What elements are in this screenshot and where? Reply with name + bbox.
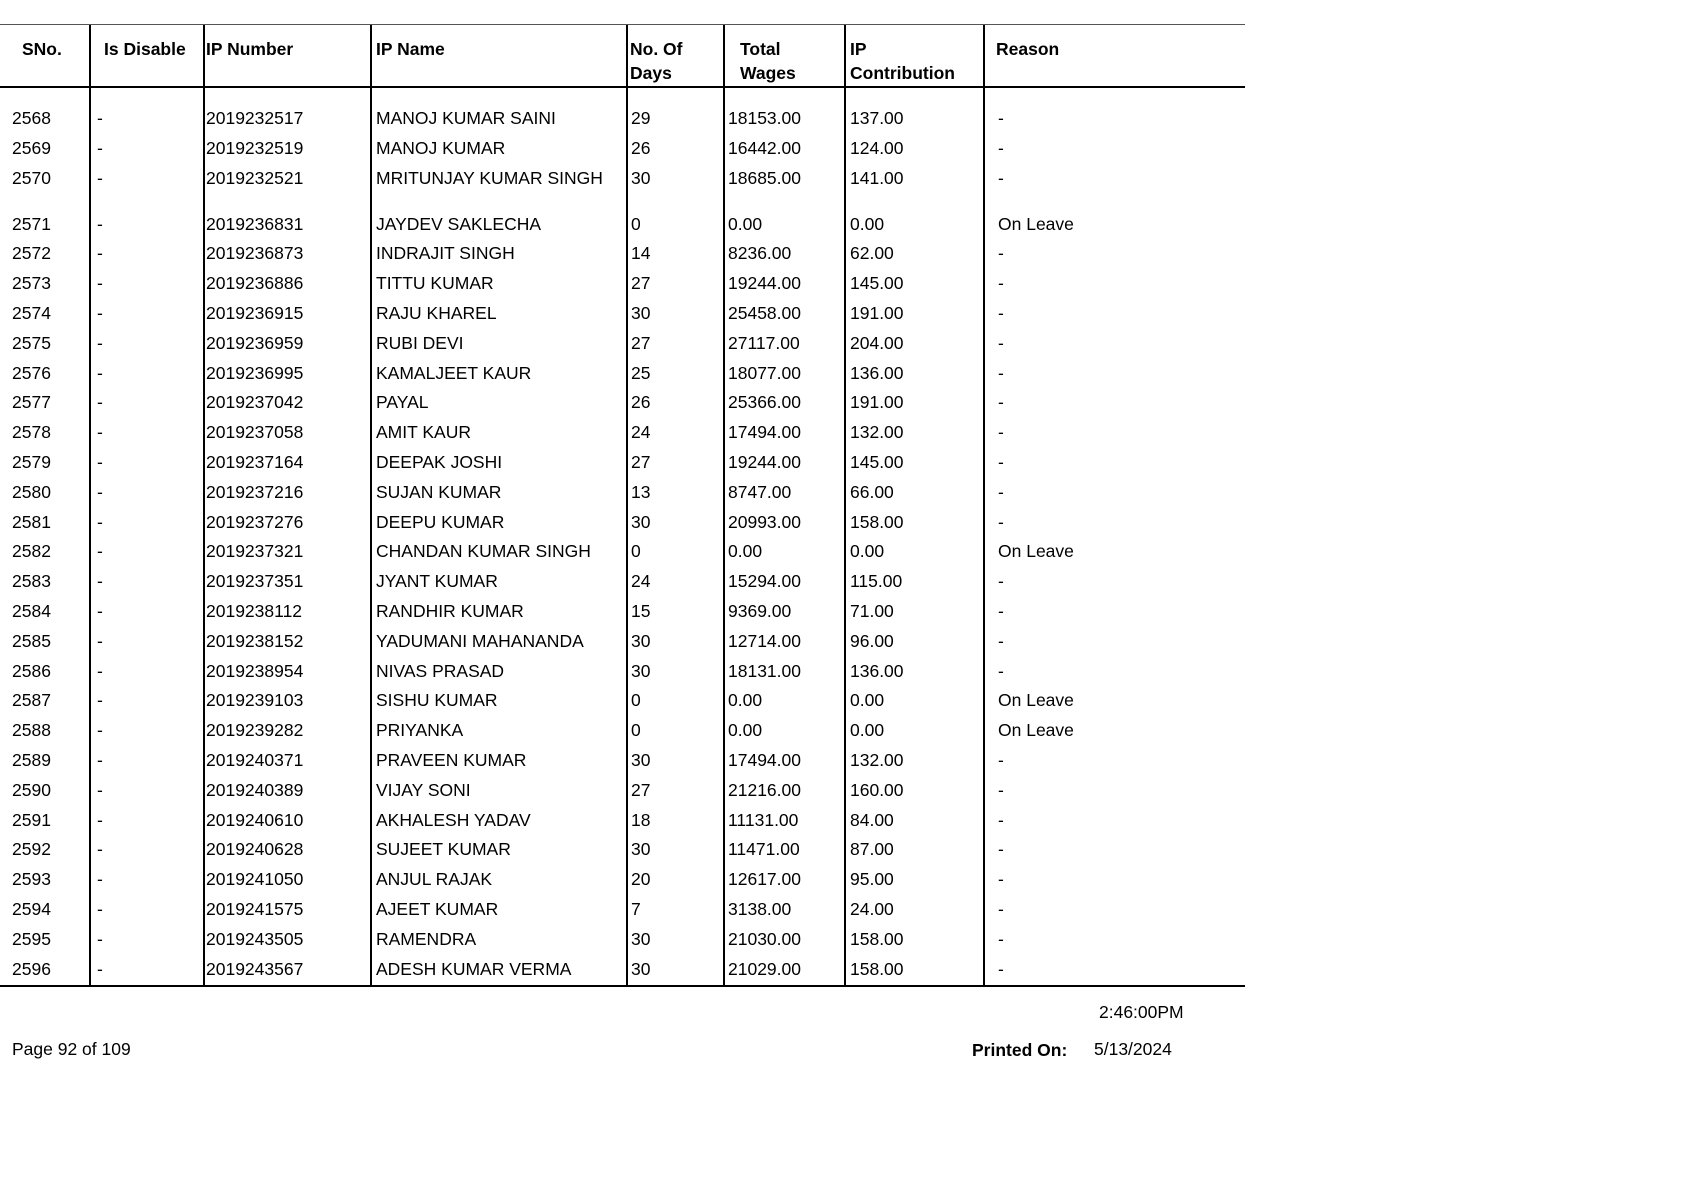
cell-wages: 8236.00 — [728, 243, 792, 264]
table-row — [0, 926, 1245, 956]
cell-days: 15 — [631, 600, 651, 621]
cell-ip-name: MANOJ KUMAR SAINI — [376, 108, 556, 128]
column-divider — [844, 25, 846, 986]
cell-days: 7 — [631, 898, 641, 919]
cell-ip-name: ANJUL RAJAK — [376, 869, 493, 890]
cell-wages: 12617.00 — [728, 869, 801, 890]
cell-ip-name: PRAVEEN KUMAR — [376, 749, 527, 770]
cell-is-disable: - — [97, 600, 103, 621]
cell-contribution: 0.00 — [850, 541, 885, 562]
cell-wages: 16442.00 — [728, 137, 801, 158]
cell-days: 26 — [631, 392, 651, 413]
cell-reason: - — [998, 451, 1004, 472]
cell-sno: 2587 — [12, 690, 51, 711]
cell-ip-name: RAJU KHAREL — [376, 302, 497, 323]
cell-is-disable: - — [97, 869, 103, 890]
cell-reason: On Leave — [998, 690, 1074, 711]
cell-ip-name: ADESH KUMAR VERMA — [376, 958, 572, 979]
cell-is-disable: - — [97, 302, 103, 323]
cell-wages: 18131.00 — [728, 660, 801, 681]
cell-ip-number: 2019236831 — [206, 213, 304, 234]
cell-reason: - — [998, 898, 1004, 919]
cell-ip-name: SUJAN KUMAR — [376, 481, 502, 502]
cell-reason: - — [998, 749, 1004, 770]
cell-wages: 8747.00 — [728, 481, 792, 502]
cell-days: 0 — [631, 541, 641, 562]
cell-reason: - — [998, 362, 1004, 383]
cell-reason: - — [998, 243, 1004, 264]
cell-sno: 2584 — [12, 600, 51, 621]
cell-reason: - — [998, 600, 1004, 621]
cell-ip-number: 2019243505 — [206, 928, 304, 949]
cell-sno: 2586 — [12, 660, 51, 681]
table-row — [0, 479, 1245, 509]
cell-ip-number: 2019240610 — [206, 809, 304, 830]
cell-reason: - — [998, 928, 1004, 949]
table-row — [0, 538, 1245, 568]
cell-ip-name: AMIT KAUR — [376, 422, 471, 443]
cell-sno: 2576 — [12, 362, 51, 383]
cell-days: 18 — [631, 809, 651, 830]
cell-sno: 2594 — [12, 898, 51, 919]
cell-reason: - — [998, 108, 1004, 128]
header-days: No. Of Days — [630, 39, 683, 83]
cell-contribution: 0.00 — [850, 690, 885, 711]
cell-contribution: 96.00 — [850, 630, 894, 651]
cell-ip-name: PRIYANKA — [376, 720, 464, 741]
cell-ip-number: 2019236873 — [206, 243, 304, 264]
cell-contribution: 62.00 — [850, 243, 894, 264]
table-row — [0, 956, 1245, 986]
cell-ip-number: 2019237042 — [206, 392, 304, 413]
cell-sno: 2572 — [12, 243, 51, 264]
cell-ip-name: MANOJ KUMAR — [376, 137, 506, 158]
cell-ip-number: 2019236886 — [206, 273, 304, 294]
cell-reason: - — [998, 422, 1004, 443]
cell-ip-number: 2019241050 — [206, 869, 304, 890]
header-ip-number: IP Number — [206, 39, 294, 59]
cell-reason: - — [998, 481, 1004, 502]
cell-is-disable: - — [97, 332, 103, 353]
cell-contribution: 137.00 — [850, 108, 904, 128]
cell-ip-name: PAYAL — [376, 392, 429, 413]
cell-days: 30 — [631, 302, 651, 323]
table-row — [0, 389, 1245, 419]
cell-days: 24 — [631, 571, 651, 592]
cell-wages: 18685.00 — [728, 167, 801, 188]
cell-days: 30 — [631, 167, 651, 188]
cell-is-disable: - — [97, 720, 103, 741]
cell-ip-number: 2019243567 — [206, 958, 304, 979]
table-row — [0, 105, 1245, 135]
cell-wages: 0.00 — [728, 720, 763, 741]
table-row — [0, 240, 1245, 270]
table-row — [0, 135, 1245, 165]
cell-days: 30 — [631, 511, 651, 532]
cell-wages: 20993.00 — [728, 511, 801, 532]
cell-is-disable: - — [97, 137, 103, 158]
cell-is-disable: - — [97, 422, 103, 443]
cell-wages: 11131.00 — [728, 809, 799, 830]
table-row — [0, 836, 1245, 866]
cell-ip-number: 2019240389 — [206, 779, 304, 800]
cell-reason: On Leave — [998, 213, 1074, 234]
printed-on-label: Printed On: — [972, 1040, 1068, 1060]
cell-days: 29 — [631, 108, 651, 128]
header-contribution: IP Contribution — [850, 39, 955, 83]
cell-sno: 2592 — [12, 839, 51, 860]
cell-ip-number: 2019238152 — [206, 630, 304, 651]
cell-ip-number: 2019240628 — [206, 839, 304, 860]
cell-ip-name: RUBI DEVI — [376, 332, 464, 353]
table-row — [0, 687, 1245, 717]
cell-ip-number: 2019232519 — [206, 137, 304, 158]
cell-is-disable: - — [97, 273, 103, 294]
cell-is-disable: - — [97, 541, 103, 562]
cell-contribution: 0.00 — [850, 720, 885, 741]
cell-contribution: 71.00 — [850, 600, 894, 621]
cell-contribution: 191.00 — [850, 392, 904, 413]
cell-days: 30 — [631, 839, 651, 860]
cell-wages: 17494.00 — [728, 749, 801, 770]
cell-wages: 25366.00 — [728, 392, 801, 413]
cell-is-disable: - — [97, 928, 103, 949]
cell-ip-name: DEEPU KUMAR — [376, 511, 505, 532]
cell-days: 30 — [631, 660, 651, 681]
cell-days: 25 — [631, 362, 651, 383]
cell-wages: 18077.00 — [728, 362, 801, 383]
table-row — [0, 866, 1245, 896]
cell-sno: 2581 — [12, 511, 51, 532]
cell-contribution: 124.00 — [850, 137, 904, 158]
cell-sno: 2591 — [12, 809, 51, 830]
cell-sno: 2593 — [12, 869, 51, 890]
cell-ip-number: 2019237351 — [206, 571, 304, 592]
cell-ip-number: 2019236959 — [206, 332, 304, 353]
table-row — [0, 270, 1245, 300]
cell-is-disable: - — [97, 167, 103, 188]
cell-days: 14 — [631, 243, 651, 264]
cell-sno: 2578 — [12, 422, 51, 443]
cell-contribution: 158.00 — [850, 511, 904, 532]
table-row — [0, 628, 1245, 658]
cell-sno: 2590 — [12, 779, 51, 800]
cell-ip-number: 2019238954 — [206, 660, 304, 681]
cell-contribution: 191.00 — [850, 302, 904, 323]
cell-ip-number: 2019237321 — [206, 541, 304, 562]
cell-sno: 2595 — [12, 928, 51, 949]
table-header — [0, 25, 1245, 88]
cell-contribution: 24.00 — [850, 898, 894, 919]
cell-is-disable: - — [97, 511, 103, 532]
cell-is-disable: - — [97, 839, 103, 860]
cell-reason: - — [998, 332, 1004, 353]
cell-contribution: 132.00 — [850, 749, 904, 770]
cell-sno: 2569 — [12, 137, 51, 158]
cell-reason: - — [998, 392, 1004, 413]
cell-is-disable: - — [97, 362, 103, 383]
cell-ip-number: 2019237276 — [206, 511, 304, 532]
cell-reason: - — [998, 273, 1004, 294]
table-row — [0, 330, 1245, 360]
cell-is-disable: - — [97, 108, 103, 128]
cell-reason: - — [998, 869, 1004, 890]
cell-is-disable: - — [97, 481, 103, 502]
cell-sno: 2580 — [12, 481, 51, 502]
cell-ip-name: CHANDAN KUMAR SINGH — [376, 541, 591, 562]
cell-wages: 17494.00 — [728, 422, 801, 443]
cell-is-disable: - — [97, 213, 103, 234]
cell-contribution: 66.00 — [850, 481, 894, 502]
cell-sno: 2568 — [12, 108, 51, 128]
header-wages: Total Wages — [740, 39, 796, 83]
cell-wages: 9369.00 — [728, 600, 792, 621]
cell-is-disable: - — [97, 958, 103, 979]
cell-contribution: 158.00 — [850, 958, 904, 979]
table-row — [0, 568, 1245, 598]
cell-ip-name: JAYDEV SAKLECHA — [376, 213, 542, 234]
cell-ip-number: 2019238112 — [206, 600, 303, 621]
cell-ip-name: RANDHIR KUMAR — [376, 600, 524, 621]
table-body — [0, 88, 1245, 985]
cell-days: 30 — [631, 958, 651, 979]
cell-wages: 0.00 — [728, 541, 763, 562]
cell-days: 24 — [631, 422, 651, 443]
cell-contribution: 84.00 — [850, 809, 894, 830]
cell-sno: 2574 — [12, 302, 51, 323]
cell-sno: 2588 — [12, 720, 51, 741]
cell-sno: 2585 — [12, 630, 51, 651]
cell-days: 27 — [631, 451, 651, 472]
cell-reason: On Leave — [998, 720, 1074, 741]
cell-ip-number: 2019232517 — [206, 108, 304, 128]
cell-days: 26 — [631, 137, 651, 158]
cell-wages: 11471.00 — [728, 839, 800, 860]
cell-sno: 2583 — [12, 571, 51, 592]
cell-is-disable: - — [97, 451, 103, 472]
column-divider — [370, 25, 372, 986]
header-sno: SNo. — [22, 39, 62, 59]
cell-ip-name: MRITUNJAY KUMAR SINGH — [376, 167, 603, 188]
cell-wages: 21216.00 — [728, 779, 801, 800]
table-row — [0, 360, 1245, 390]
cell-wages: 27117.00 — [728, 332, 800, 353]
cell-is-disable: - — [97, 630, 103, 651]
column-divider — [983, 25, 985, 986]
cell-contribution: 158.00 — [850, 928, 904, 949]
cell-sno: 2577 — [12, 392, 51, 413]
cell-is-disable: - — [97, 392, 103, 413]
table-row — [0, 717, 1245, 747]
cell-ip-name: JYANT KUMAR — [376, 571, 498, 592]
cell-ip-name: VIJAY SONI — [376, 779, 471, 800]
cell-days: 0 — [631, 213, 641, 234]
cell-contribution: 141.00 — [850, 167, 904, 188]
cell-contribution: 136.00 — [850, 362, 904, 383]
contribution-table — [0, 24, 1245, 987]
cell-contribution: 136.00 — [850, 660, 904, 681]
cell-ip-name: SISHU KUMAR — [376, 690, 498, 711]
table-row — [0, 598, 1245, 628]
cell-reason: - — [998, 809, 1004, 830]
cell-wages: 15294.00 — [728, 571, 801, 592]
cell-sno: 2596 — [12, 958, 51, 979]
cell-reason: - — [998, 958, 1004, 979]
printed-time: 2:46:00PM — [1099, 1002, 1184, 1022]
cell-ip-number: 2019236915 — [206, 302, 304, 323]
cell-contribution: 132.00 — [850, 422, 904, 443]
table-row — [0, 419, 1245, 449]
cell-days: 13 — [631, 481, 651, 502]
cell-days: 27 — [631, 273, 651, 294]
table-row — [0, 747, 1245, 777]
cell-is-disable: - — [97, 898, 103, 919]
cell-ip-name: AKHALESH YADAV — [376, 809, 531, 830]
cell-sno: 2589 — [12, 749, 51, 770]
cell-ip-name: INDRAJIT SINGH — [376, 243, 515, 264]
cell-wages: 25458.00 — [728, 302, 801, 323]
cell-ip-name: TITTU KUMAR — [376, 273, 494, 294]
cell-reason: - — [998, 571, 1004, 592]
table-row — [0, 509, 1245, 539]
page-number: Page 92 of 109 — [12, 1039, 131, 1059]
cell-wages: 12714.00 — [728, 630, 801, 651]
table-row — [0, 658, 1245, 688]
cell-reason: On Leave — [998, 541, 1074, 562]
cell-contribution: 204.00 — [850, 332, 904, 353]
cell-reason: - — [998, 630, 1004, 651]
cell-is-disable: - — [97, 660, 103, 681]
table-row — [0, 165, 1245, 211]
table-row — [0, 777, 1245, 807]
cell-sno: 2579 — [12, 451, 51, 472]
cell-contribution: 0.00 — [850, 213, 885, 234]
cell-ip-number: 2019239103 — [206, 690, 304, 711]
column-divider — [626, 25, 628, 986]
cell-is-disable: - — [97, 749, 103, 770]
cell-sno: 2575 — [12, 332, 51, 353]
cell-wages: 18153.00 — [728, 108, 801, 128]
cell-contribution: 145.00 — [850, 273, 904, 294]
cell-days: 30 — [631, 928, 651, 949]
printed-date: 5/13/2024 — [1094, 1039, 1172, 1059]
cell-reason: - — [998, 167, 1004, 188]
cell-days: 30 — [631, 630, 651, 651]
cell-wages: 19244.00 — [728, 273, 801, 294]
cell-contribution: 160.00 — [850, 779, 904, 800]
table-row — [0, 211, 1245, 241]
cell-sno: 2573 — [12, 273, 51, 294]
cell-ip-name: YADUMANI MAHANANDA — [376, 630, 584, 651]
cell-ip-name: SUJEET KUMAR — [376, 839, 511, 860]
cell-days: 0 — [631, 720, 641, 741]
column-divider — [723, 25, 725, 986]
header-reason: Reason — [996, 39, 1060, 59]
cell-ip-name: AJEET KUMAR — [376, 898, 499, 919]
header-ip-name: IP Name — [376, 39, 445, 59]
cell-contribution: 95.00 — [850, 869, 894, 890]
cell-is-disable: - — [97, 809, 103, 830]
cell-wages: 0.00 — [728, 213, 763, 234]
cell-wages: 21029.00 — [728, 958, 801, 979]
cell-reason: - — [998, 137, 1004, 158]
table-row — [0, 807, 1245, 837]
cell-wages: 3138.00 — [728, 898, 792, 919]
cell-reason: - — [998, 302, 1004, 323]
cell-sno: 2571 — [12, 213, 51, 234]
cell-ip-number: 2019240371 — [206, 749, 304, 770]
cell-ip-number: 2019237164 — [206, 451, 304, 472]
cell-ip-name: NIVAS PRASAD — [376, 660, 505, 681]
cell-wages: 21030.00 — [728, 928, 801, 949]
column-divider — [89, 25, 91, 986]
cell-reason: - — [998, 779, 1004, 800]
cell-contribution: 145.00 — [850, 451, 904, 472]
cell-ip-number: 2019232521 — [206, 167, 304, 188]
cell-ip-name: KAMALJEET KAUR — [376, 362, 532, 383]
cell-ip-number: 2019241575 — [206, 898, 304, 919]
cell-is-disable: - — [97, 779, 103, 800]
cell-wages: 0.00 — [728, 690, 763, 711]
cell-wages: 19244.00 — [728, 451, 801, 472]
cell-sno: 2582 — [12, 541, 51, 562]
table-row — [0, 300, 1245, 330]
cell-is-disable: - — [97, 243, 103, 264]
header-is-disable: Is Disable — [104, 39, 186, 59]
cell-reason: - — [998, 839, 1004, 860]
cell-ip-number: 2019237216 — [206, 481, 304, 502]
cell-ip-name: RAMENDRA — [376, 928, 477, 949]
cell-reason: - — [998, 511, 1004, 532]
cell-ip-number: 2019236995 — [206, 362, 304, 383]
cell-ip-number: 2019237058 — [206, 422, 304, 443]
cell-ip-name: DEEPAK JOSHI — [376, 451, 503, 472]
column-divider — [203, 25, 205, 986]
cell-is-disable: - — [97, 690, 103, 711]
cell-ip-number: 2019239282 — [206, 720, 304, 741]
table-row — [0, 896, 1245, 926]
cell-days: 20 — [631, 869, 651, 890]
cell-is-disable: - — [97, 571, 103, 592]
cell-sno: 2570 — [12, 167, 51, 188]
cell-reason: - — [998, 660, 1004, 681]
cell-contribution: 87.00 — [850, 839, 894, 860]
cell-days: 27 — [631, 779, 651, 800]
table-row — [0, 449, 1245, 479]
cell-days: 0 — [631, 690, 641, 711]
cell-days: 30 — [631, 749, 651, 770]
cell-days: 27 — [631, 332, 651, 353]
cell-contribution: 115.00 — [850, 571, 903, 592]
